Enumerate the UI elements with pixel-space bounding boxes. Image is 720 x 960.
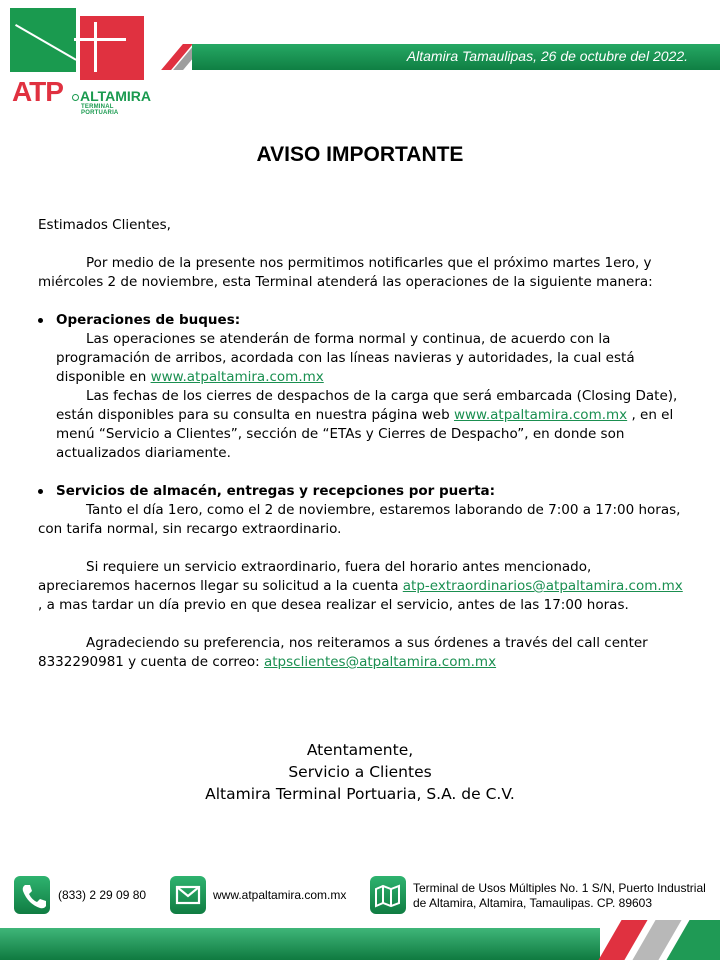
logo-registered-mark <box>72 94 79 101</box>
footer-contact <box>0 872 720 920</box>
logo-cross-vertical <box>94 22 97 72</box>
greeting: Estimados Clientes, <box>38 217 171 233</box>
email-icon <box>170 876 206 914</box>
clients-email-link[interactable]: atpsclientes@atpaltamira.com.mx <box>263 654 497 670</box>
footer-phone: (833) 2 29 09 80 <box>58 888 147 902</box>
logo-altamira-text: ALTAMIRA <box>80 88 152 104</box>
logo-cross-horizontal <box>74 38 126 41</box>
bullet-icon <box>38 489 43 494</box>
extraordinary-email-link[interactable]: atp-extraordinarios@atpaltamira.com.mx <box>402 578 683 594</box>
bullet-icon <box>38 318 43 323</box>
signature-line-1: Atentamente, <box>306 741 414 759</box>
website-link[interactable]: www.atpaltamira.com.mx <box>150 369 324 385</box>
footer-address: Terminal de Usos Múltiples No. 1 S/N, Puerto Industrial de Altamira, Altamira, Tamaulipas. CP. 89603 <box>413 881 706 910</box>
bottom-band <box>0 920 720 960</box>
section-vessel-operations-p1: Las operaciones se atenderán de forma normal y continua, de acuerdo con la programación de arribos, acordada con las líneas navieras y autoridades, la cual está disponible en www.atpaltamira.com.mx <box>56 331 635 385</box>
signature-line-2: Servicio a Clientes <box>288 763 432 781</box>
phone-icon <box>14 876 50 914</box>
extraordinary-service-paragraph: Si requiere un servicio extraordinario, fuera del horario antes mencionado, apreciaremos hacernos llegar su solicitud a la cuenta atp-extraordinarios@atpaltamira.com.mx , a mas tardar un día previo en que desea realizar el servicio, antes de las 17:00 horas. <box>38 559 683 613</box>
header-band <box>170 44 720 70</box>
website-link[interactable]: www.atpaltamira.com.mx <box>453 407 628 423</box>
section-vessel-operations-title: Operaciones de buques: <box>38 311 686 330</box>
footer-website[interactable]: www.atpaltamira.com.mx <box>213 888 347 902</box>
logo-red-block <box>80 16 144 80</box>
section-vessel-operations-p2: Las fechas de los cierres de despachos de la carga que será embarcada (Closing Date), están disponibles para su consulta en nuestra página web www.atpaltamira.com.mx , en el menú “Servicio a Clientes”, sección de “ETAs y Cierres de Despacho”, en donde son actualizados diariamente. <box>56 388 678 461</box>
page-title: AVISO IMPORTANTE <box>256 143 464 166</box>
logo-subtitle-text: TERMINAL PORTUARIA <box>81 104 119 116</box>
letter-body <box>38 216 686 672</box>
bottom-green-bar <box>0 928 600 960</box>
closing-paragraph: Agradeciendo su preferencia, nos reiteramos a sus órdenes a través del call center 8332290981 y cuenta de correo: atpsclientes@atpaltamira.com.mx <box>38 635 648 670</box>
signature-block <box>0 739 720 805</box>
header-date: Altamira Tamaulipas, 26 de octubre del 2022. <box>406 48 688 64</box>
atp-logo <box>10 8 152 116</box>
section-warehouse-services-p1: Tanto el día 1ero, como el 2 de noviembre, estaremos laborando de 7:00 a 17:00 horas, con tarifa normal, sin recargo extraordinario. <box>38 502 681 537</box>
intro-paragraph: Por medio de la presente nos permitimos notificarles que el próximo martes 1ero, y miércoles 2 de noviembre, esta Terminal atenderá las operaciones de la siguiente manera: <box>38 255 653 290</box>
logo-atp-text: ATP <box>12 76 63 107</box>
map-icon <box>370 876 406 914</box>
section-warehouse-services-title: Servicios de almacén, entregas y recepciones por puerta: <box>38 482 686 501</box>
signature-line-3: Altamira Terminal Portuaria, S.A. de C.V. <box>205 785 515 803</box>
